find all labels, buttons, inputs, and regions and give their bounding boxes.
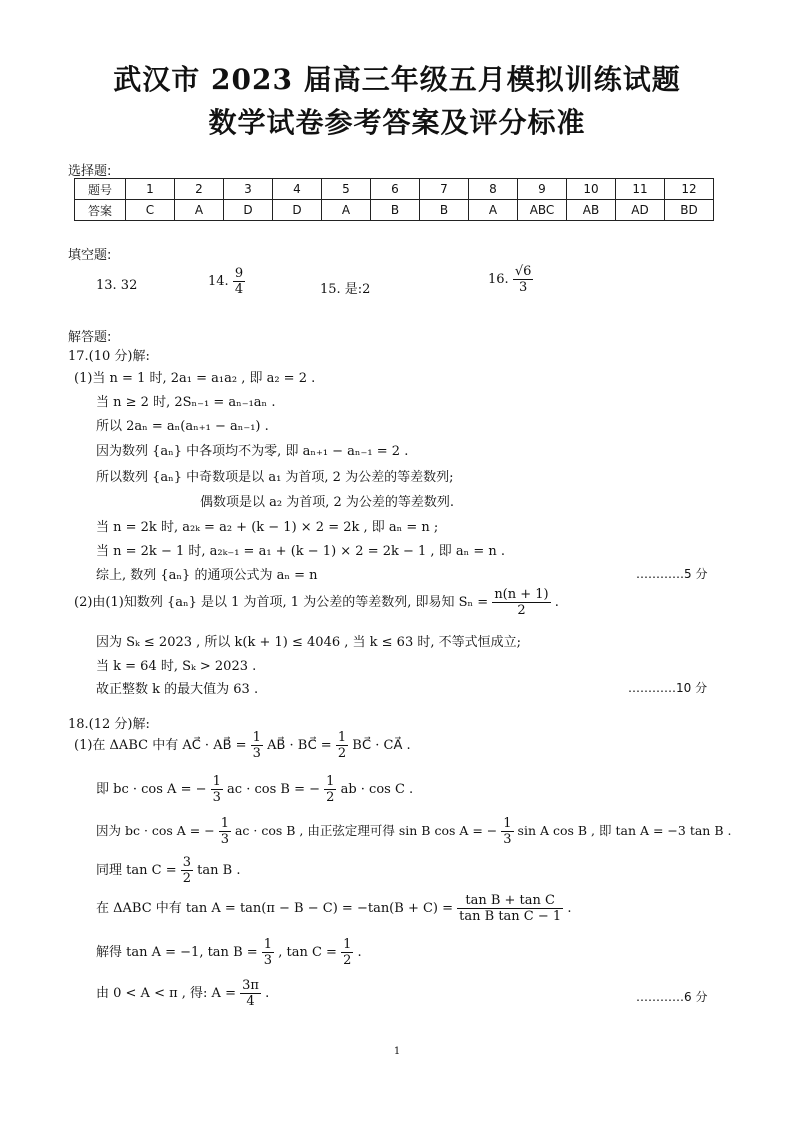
solution-line: 由 0 < A < π , 得: A = $\frac{3\pi}{4}$ . [96,978,270,1009]
solution-line: 故正整数 k 的最大值为 63 . [96,682,259,697]
table-cell: 2 [175,179,224,200]
fraction: $\frac{1}{2}$ [326,774,335,805]
fraction: $\frac{1}{3}$ [263,937,273,968]
table-cell: 7 [420,179,469,200]
solution-line: 当 n = 2k 时, a₂ₖ = a₂ + (k − 1) × 2 = 2k , 即 aₙ = n ; [96,520,439,535]
solution-line: 因为数列 {aₙ} 中各项均不为零, 即 aₙ₊₁ − aₙ₋₁ = 2 . [96,444,409,459]
solution-line: 所以数列 {aₙ} 中奇数项是以 a₁ 为首项, 2 为公差的等差数列; [96,470,454,485]
solution-line: 综上, 数列 {aₙ} 的通项公式为 aₙ = n [96,568,318,583]
solution-line: 当 n ≥ 2 时, 2Sₙ₋₁ = aₙ₋₁aₙ . [96,395,276,410]
table-cell: 9 [518,179,567,200]
table-cell: D [273,200,322,221]
table-cell: 10 [567,179,616,200]
fraction: $\frac{\text{tan B + tan C}}{\text{tan B tan C − 1}}$ [459,893,562,924]
table-row-label: 答案 [75,200,126,221]
fraction: $\frac{1}{3}$ [503,816,512,847]
table-cell: ABC [518,200,567,221]
answer-15: 15. 是:2 [320,282,371,297]
solution-line: 同理 tan C = $\frac{3}{2}$ tan B . [96,855,241,886]
solve-heading: 解答题: [68,330,112,345]
table-cell: 1 [126,179,175,200]
table-cell: B [371,200,420,221]
problem-18-header: 18.(12 分)解: [68,717,150,732]
table-cell: A [175,200,224,221]
answer-table [74,178,714,221]
page-title: 武汉市 2023 届高三年级五月模拟训练试题 [113,63,681,96]
table-row-label: 题号 [75,179,126,200]
solution-line: 解得 tan A = −1, tan B = $\frac{1}{3}$ , tan C = $\frac{1}{2}$ . [96,937,362,968]
fraction: $\frac{n(n + 1)}{2}$ [494,587,549,618]
table-cell: AB [567,200,616,221]
answer-row [75,200,714,221]
table-cell: C [126,200,175,221]
score-mark: …………6 分 [636,990,708,1004]
table-cell: 4 [273,179,322,200]
table-cell: AD [616,200,665,221]
table-cell: 6 [371,179,420,200]
solution-line: 因为 Sₖ ≤ 2023 , 所以 k(k + 1) ≤ 4046 , 当 k ≤ 63 时, 不等式恒成立; [96,635,522,650]
table-cell: A [469,200,518,221]
fraction: $\frac{1}{3}$ [252,730,261,761]
answer-14: 14. $\frac{9}{4}$ [208,266,244,297]
fraction: $\frac{1}{3}$ [212,774,221,805]
page-subtitle: 数学试卷参考答案及评分标准 [208,106,586,139]
fraction: $\frac{3}{2}$ [182,855,192,886]
table-cell: 8 [469,179,518,200]
solution-line: (2)由(1)知数列 {aₙ} 是以 1 为首项, 1 为公差的等差数列, 即易知 Sₙ = $\frac{n(n + 1)}{2}$ . [74,587,559,618]
fraction: $\frac{√6}{3}$ [514,264,532,295]
table-cell: 5 [322,179,371,200]
fraction: $\frac{1}{2}$ [343,937,352,968]
fill-heading: 填空题: [68,248,112,263]
score-mark: …………5 分 [636,567,708,581]
solution-line: (1)在 ΔABC 中有 AC⃗ · AB⃗ = $\frac{1}{3}$ AB⃗ · BC⃗ = $\frac{1}{2}$ BC⃗ · CA⃗ . [74,730,411,761]
table-cell: D [224,200,273,221]
table-cell: 11 [616,179,665,200]
fraction: $\frac{1}{3}$ [220,816,229,847]
fraction: $\frac{1}{2}$ [337,730,347,761]
answer-16: 16. $\frac{√6}{3}$ [488,264,532,295]
fraction: $\frac{9}{4}$ [234,266,244,297]
solution-line: 所以 2aₙ = aₙ(aₙ₊₁ − aₙ₋₁) . [96,419,269,434]
table-cell: 12 [665,179,714,200]
score-mark: …………10 分 [628,681,708,695]
solution-line: 即 bc · cos A = − $\frac{1}{3}$ ac · cos B = − $\frac{1}{2}$ ab · cos C . [96,774,414,805]
table-cell: B [420,200,469,221]
solution-line: 因为 bc · cos A = − $\frac{1}{3}$ ac · cos B , 由正弦定理可得 sin B cos A = − $\frac{1}{3}$ sin A cos B , 即 tan A = −3 tan B . [96,816,732,847]
solution-line: 当 k = 64 时, Sₖ > 2023 . [96,659,257,674]
page-number: 1 [393,1046,401,1057]
solution-line: 偶数项是以 a₂ 为首项, 2 为公差的等差数列. [200,495,455,510]
table-cell: 3 [224,179,273,200]
answer-13: 13. 32 [96,278,138,293]
solution-line: 在 ΔABC 中有 tan A = tan(π − B − C) = −tan(B + C) = $\frac{\text{tan B + tan C}}{\text{tan B tan C − 1}}$ . [96,893,572,924]
fraction: $\frac{3\pi}{4}$ [242,978,259,1009]
table-cell: A [322,200,371,221]
solution-line: 当 n = 2k − 1 时, a₂ₖ₋₁ = a₁ + (k − 1) × 2 = 2k − 1 , 即 aₙ = n . [96,544,505,559]
table-cell: BD [665,200,714,221]
question-number-row [75,179,714,200]
solution-line: (1)当 n = 1 时, 2a₁ = a₁a₂ , 即 a₂ = 2 . [74,371,316,386]
problem-17-header: 17.(10 分)解: [68,349,150,364]
choice-heading: 选择题: [68,164,112,179]
